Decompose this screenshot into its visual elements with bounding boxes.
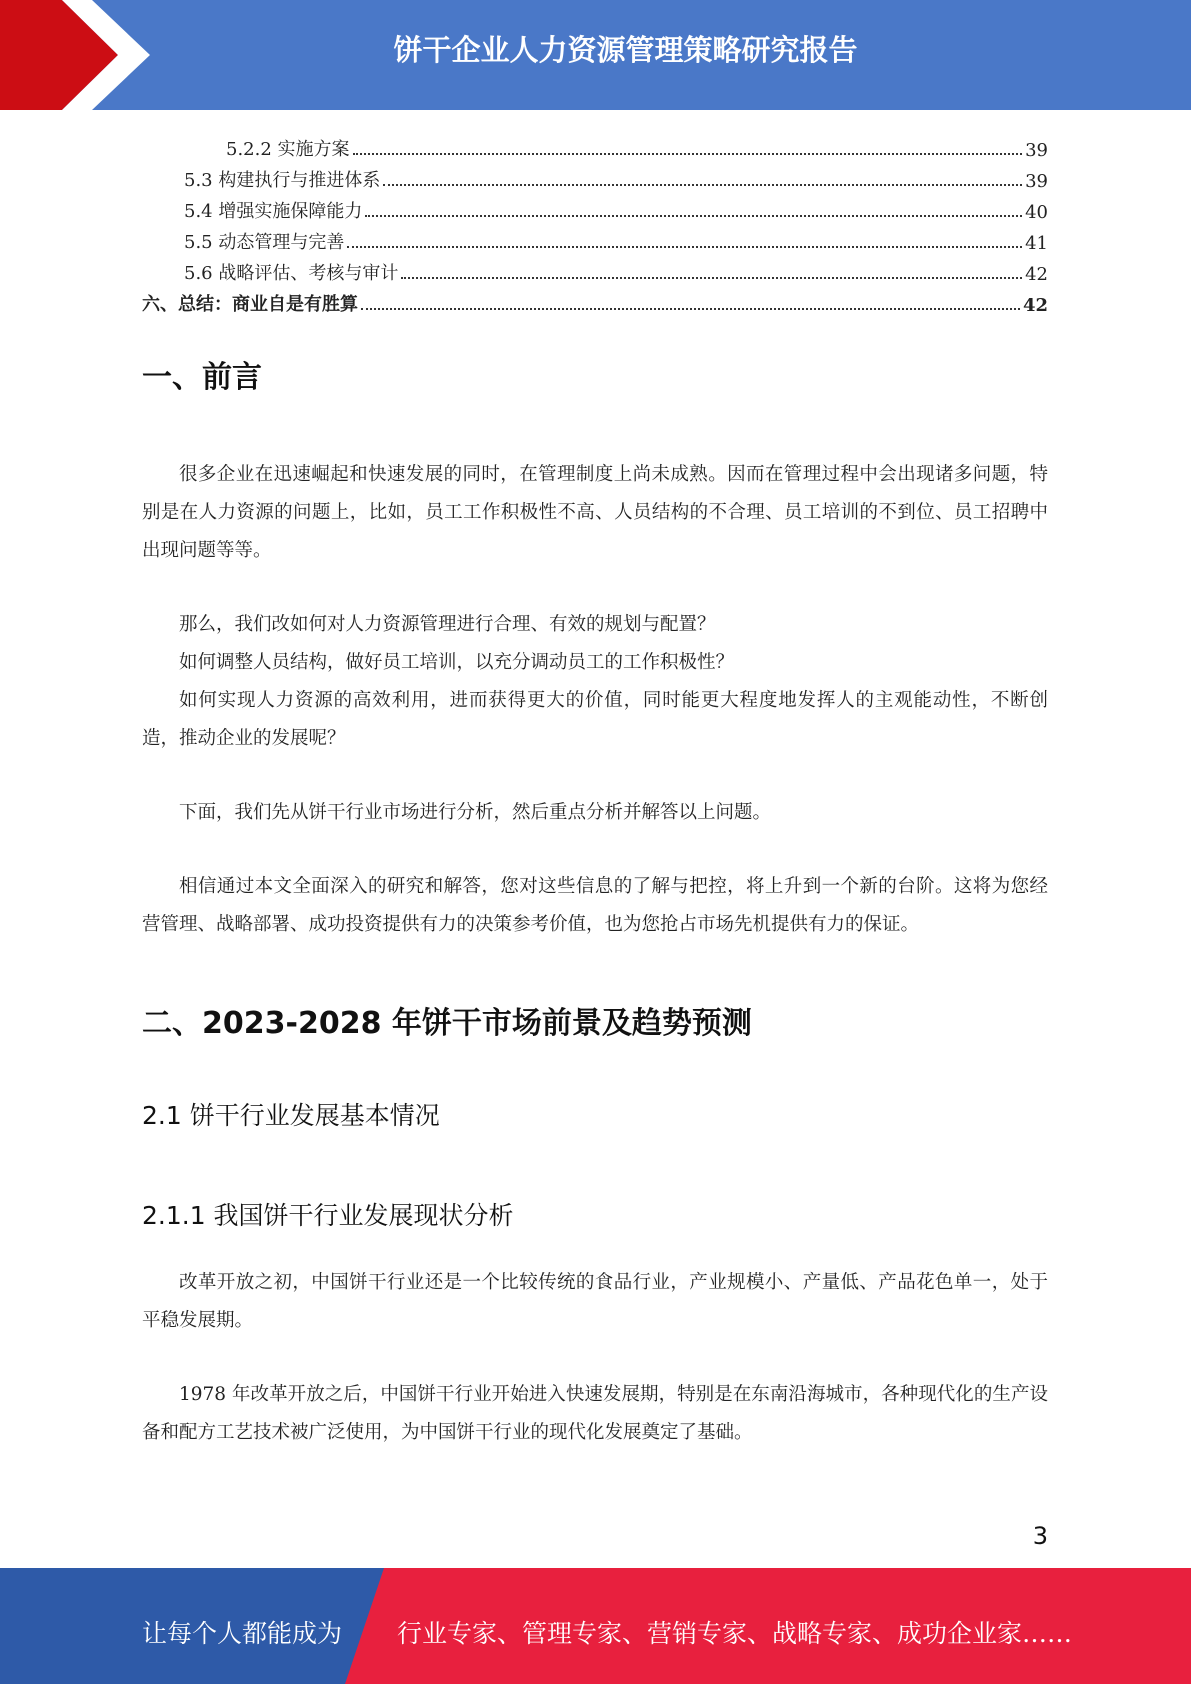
table-of-contents — [142, 130, 1048, 316]
toc-leader-dots — [383, 184, 1022, 186]
toc-entry[interactable] — [142, 192, 1048, 223]
toc-entry[interactable] — [142, 254, 1048, 285]
toc-entry-page: 40 — [1025, 202, 1048, 223]
subsubsection-heading: 2.1.1 我国饼干行业发展现状分析 — [142, 1201, 514, 1230]
toc-leader-dots — [361, 308, 1020, 310]
toc-entry[interactable] — [142, 285, 1048, 316]
toc-leader-dots — [401, 277, 1022, 279]
paragraph: 改革开放之初，中国饼干行业还是一个比较传统的食品行业，产业规模小、产量低、产品花色单一，处于平稳发展期。 — [142, 1272, 1048, 1331]
subsection-heading: 2.1 饼干行业发展基本情况 — [142, 1101, 440, 1130]
footer-slogan-right: 行业专家、管理专家、营销专家、战略专家、成功企业家…… — [397, 1619, 1073, 1648]
toc-entry-page: 39 — [1025, 140, 1048, 161]
section-heading: 二、2023-2028 年饼干市场前景及趋势预测 — [142, 1006, 752, 1041]
paragraph: 那么，我们改如何对人力资源管理进行合理、有效的规划与配置？ — [179, 614, 716, 635]
toc-entry-label: 5.2.2 实施方案 — [226, 139, 350, 160]
toc-entry-page: 41 — [1025, 233, 1048, 254]
toc-entry-label: 5.4 增强实施保障能力 — [184, 201, 363, 222]
paragraph: 1978 年改革开放之后，中国饼干行业开始进入快速发展期，特别是在东南沿海城市，各种现代化的生产设备和配方工艺技术被广泛使用，为中国饼干行业的现代化发展奠定了基础。 — [142, 1384, 1048, 1443]
paragraph: 下面，我们先从饼干行业市场进行分析，然后重点分析并解答以上问题。 — [179, 802, 772, 823]
paragraph: 很多企业在迅速崛起和快速发展的同时，在管理制度上尚未成熟。因而在管理过程中会出现诸多问题，特别是在人力资源的问题上，比如，员工工作积极性不高、人员结构的不合理、员工培训的不到位、员工招聘中出现问题等等。 — [142, 464, 1048, 561]
page-header — [0, 0, 1191, 110]
toc-leader-dots — [353, 153, 1023, 155]
toc-entry-label: 5.5 动态管理与完善 — [184, 232, 345, 253]
toc-entry[interactable] — [142, 161, 1048, 192]
page-number: 3 — [1032, 1522, 1048, 1550]
body-content — [142, 352, 1048, 1452]
toc-entry-label: 六、总结：商业自是有胜算 — [142, 294, 358, 315]
paragraph: 如何调整人员结构，做好员工培训，以充分调动员工的工作积极性？ — [179, 652, 735, 673]
toc-entry[interactable] — [142, 223, 1048, 254]
toc-entry-page: 42 — [1022, 295, 1048, 316]
toc-entry-label: 5.3 构建执行与推进体系 — [184, 170, 381, 191]
page-footer — [0, 1568, 1191, 1684]
toc-entry[interactable] — [142, 130, 1048, 161]
section-heading: 一、前言 — [142, 360, 262, 395]
paragraph: 如何实现人力资源的高效利用，进而获得更大的价值，同时能更大程度地发挥人的主观能动性，不断创造，推动企业的发展呢？ — [142, 690, 1048, 749]
toc-entry-page: 42 — [1025, 264, 1048, 285]
toc-entry-page: 39 — [1025, 171, 1048, 192]
report-title: 饼干企业人力资源管理策略研究报告 — [393, 33, 858, 67]
toc-leader-dots — [365, 215, 1022, 217]
toc-leader-dots — [347, 246, 1022, 248]
paragraph: 相信通过本文全面深入的研究和解答，您对这些信息的了解与把控，将上升到一个新的台阶。这将为您经营管理、战略部署、成功投资提供有力的决策参考价值，也为您抢占市场先机提供有力的保证。 — [142, 876, 1048, 935]
footer-slogan-left: 让每个人都能成为 — [142, 1619, 343, 1648]
toc-entry-label: 5.6 战略评估、考核与审计 — [184, 263, 399, 284]
